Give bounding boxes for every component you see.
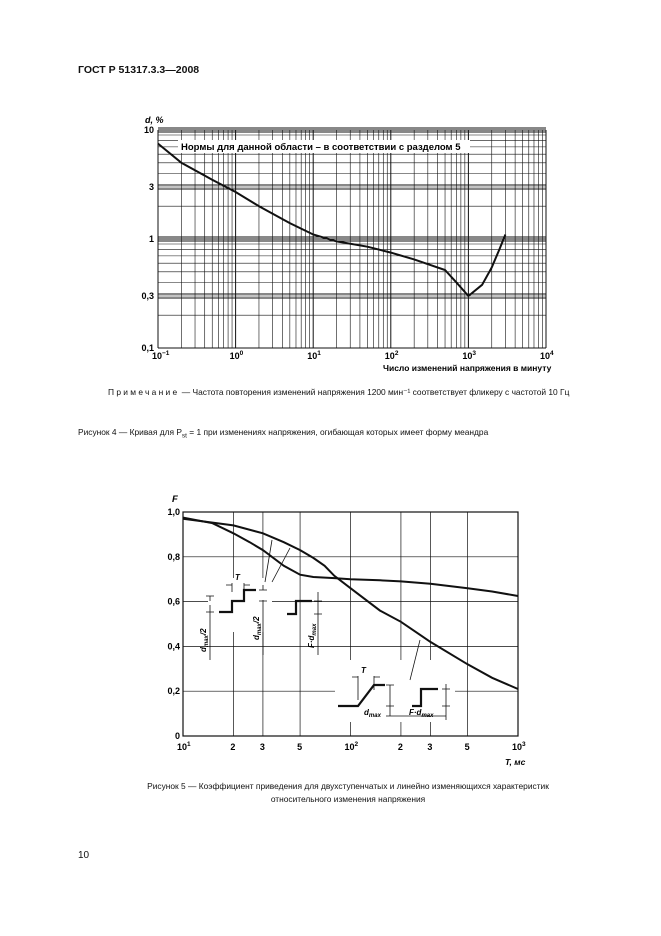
figure-4-pst-curve [158,144,505,296]
page-number: 10 [78,850,90,861]
figure-5-x-axis-label: T, мс [505,757,526,767]
f5-x-tick-label: 3 [259,742,265,752]
figure-5-y-ticks [167,507,180,741]
f5-y-tick-label: 0 [174,731,180,741]
figure-4-x-axis-label: Число изменений напряжения в минуту [383,363,552,373]
inset-F-dmax-right: $F\cdot d_{max}$ [409,708,434,719]
f5-x-tick-label: 2 [397,742,403,752]
figure-5-caption: Рисунок 5 — Коэффициент приведения для двухступенчатых и линейно изменяющихся характеристик относительного изменения напряжения [147,781,549,804]
f4-y-tick-label: 3 [148,181,154,192]
f4-x-tick-label: $10^2$ [384,350,399,361]
f5-x-tick-label: $10^1$ [177,741,191,752]
f4-y-tick-label: 0,1 [141,343,154,353]
f5-y-tick-label: 1,0 [167,507,180,517]
figure-4-grid [158,130,546,348]
figure-4-caption: Рисунок 4 — Кривая для $P_{st} = 1$ при изменениях напряжения, огибающая которых имеет форму меандра [78,427,489,440]
inset-dmax-label: $d_{max}$ [364,708,381,719]
f5-y-tick-label: 0,8 [167,551,180,562]
f4-x-tick-label: $10^3$ [462,350,477,361]
f5-x-tick-label: $10^2$ [344,741,359,752]
f4-x-tick-label: $10^1$ [307,350,321,361]
inset-T-label: T [235,573,240,582]
inset-ramp-T-label: T [361,666,366,675]
figure-4-chart [0,0,661,380]
curve-pointers [265,540,420,680]
figure-4-y-axis-label: d, % [145,115,164,125]
figure-4-x-ticks [152,350,554,361]
f4-x-tick-label: $10^4$ [540,350,554,361]
f4-x-tick-label: $10^0$ [229,350,244,361]
svg-text:dmax/2: $d_{max}/2$ [252,616,263,640]
inset-linear-ramp [335,660,455,722]
figure-4-y-ticks [141,125,154,353]
f5-x-tick-label: $10^3$ [512,741,526,752]
f5-y-tick-label: 0,4 [167,641,180,652]
f4-y-tick-label: 0,3 [141,290,154,301]
inset-F-dmax-left [307,623,318,648]
f5-y-tick-label: 0,2 [167,686,180,697]
figure-4-note [78,386,618,399]
f4-y-tick-label: 10 [143,125,154,135]
note-lead: Примечание [108,387,180,397]
f5-x-tick-label: 2 [230,742,236,752]
figure-5-y-axis-label: F [172,494,178,505]
svg-text:dmax/2: $d_{max}/2$ [199,628,210,652]
f5-y-tick-label: 0,6 [167,596,180,607]
figure-5-chart [0,480,661,775]
f5-x-tick-label: 5 [464,742,470,752]
f4-x-tick-label: $10^{-1}$ [152,350,170,361]
inset-two-step [206,578,322,660]
document-header: ГОСТ Р 51317.3.3—2008 [78,64,200,76]
figure-4-annotation: Нормы для данной области – в соответствии с разделом 5 [181,142,461,153]
f5-x-tick-label: 5 [297,742,303,752]
f4-y-tick-label: 1 [148,234,154,244]
svg-text:F·dmax: $F\cdot d_{max}$ [307,623,318,648]
figure-5-x-ticks [177,741,526,752]
f5-x-tick-label: 3 [427,742,433,752]
note-text: — Частота повторения изменений напряжения 1200 мин⁻¹ соответствует фликеру с частотой 10 Гц [179,387,570,397]
